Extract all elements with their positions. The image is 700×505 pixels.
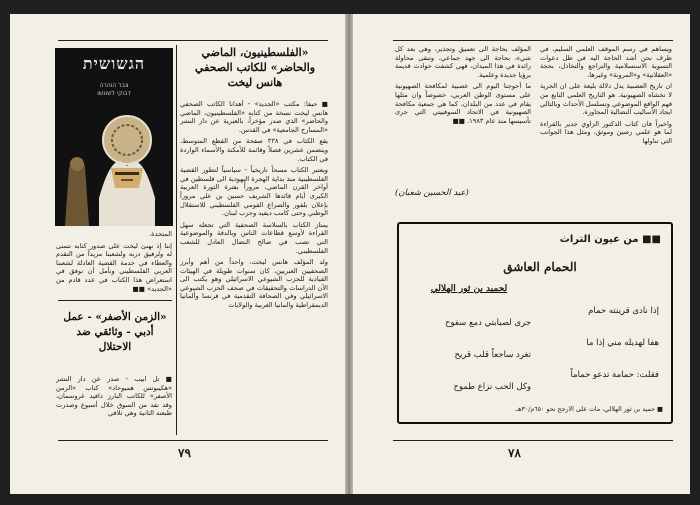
cover-illustration xyxy=(55,48,173,226)
poem-hemistich: إذا نادى قرينته حمام xyxy=(588,306,659,316)
poem-hemistich: فقلت: حمامة تدعو حماماً xyxy=(570,370,659,380)
article-paragraph: ان تاريخ العصبية يدل دلالة بليغة على ان الحرية لا تخشاه الصهيونية. هو التاريخ العلمي التابع من فهم الواقع الموضوعي وتسلسل الأحداث وبالتالي ايجاد الأساليب النضالية المجاورة. xyxy=(540,82,672,117)
poem-hemistich: هفا لهديله مني إذا ما xyxy=(586,338,659,348)
review2-column xyxy=(56,375,172,435)
review1-paragraph: المتحدة. xyxy=(149,230,172,238)
review1-paragraph: إننا إذ نهنئ ليخت على صدور كتابه نتمنى له ولرفيق دربه ولشعبنا مزيداً من التقدم والعطاء في خدمة القضية العادلة لشعبنا العربي الفلسطيني ونأمل أن نوفق في استعراض هذا الكتاب في عدد قادم من «الجديد» ■■ xyxy=(56,241,172,293)
page-number-left: ٧٩ xyxy=(178,446,191,460)
article-paragraph: واخيراً فان كتاب الدكتور الزاوي جدير بالقراءة لما هو علمي رصين وموثق، ومثل هذا الجوانب التي تناولها xyxy=(540,119,672,145)
poet-name: لحميد بن ثور الهلالي xyxy=(430,284,508,294)
article-paragraph: المؤلف بحاجة الى تعميق وتجذير، وهي بعد كل شيء، بحاجة الى جهد جماعي، وتبقى محاولة رائدة في هذا الميدان، فهي كشفت حوادث قديمة برؤيا جديدة وعلمية. xyxy=(395,45,531,79)
cover-subtitle: צבר הוהרה דבוקי לשונשו xyxy=(97,82,131,97)
poem-title: الحمام العاشق xyxy=(503,260,577,274)
article-paragraph: ما أحوجنا اليوم الى عصبية لمكافحة الصهيونية على مستوى الوطن العربي، خصوصاً وان مثلها يقام في عدد من البلدان، كما هي جمعية مكافحة الصهيونية في الاتحاد السوفييتي التي جرى تأسيسها منذ عام ١٩٨٣. ■■ xyxy=(395,82,531,125)
poem-hemistich: تغرد ساجعاً قلب قريح xyxy=(454,350,531,360)
review1-paragraph: ولد المؤلف هانس ليخت، واحداً من أهم وأبرز الصحفيين العبريين، كان سنوات طويلة في الهيئات القيادية للحزب الشيوعي الاسرائيلي وهو يكتب الى الآن الدراسات والتحقيقات في صحف الحزب الشيوعي الاسرائيلي وفي الصحافة التقدمية في فرنسا وألمانيا الديمقراطية والمانيا الغربية والولايات xyxy=(180,258,328,310)
author-signature: (عبد الحسين شعبان) xyxy=(395,188,469,198)
review1-column-right xyxy=(180,100,328,445)
review1-title: «الفلسطينيون، الماضي والحاضر» للكاتب الصحفي هانس ليخت xyxy=(194,46,316,89)
review1-paragraph: يقع الكتاب في ٣٣٨ صفحة من القطع المتوسط، ويتضمن عشرين فصلاً وقائمة للأمكنة والأسماء الواردة في الكتاب. xyxy=(180,137,328,163)
bottom-rule-right xyxy=(393,440,673,441)
bottom-rule-left xyxy=(58,440,328,441)
poem-footnote: ■ حميد بن ثور الهلالي، مات على الارجح نحو ٦٥٠م/٣٠هـ. xyxy=(514,406,663,413)
heritage-box xyxy=(397,222,673,424)
poem-hemistich: وكل الحب نزاع طموح xyxy=(453,382,531,392)
article-column-right xyxy=(540,45,672,215)
article-paragraph: ويساهم في رسم الموقف العلمي السليم، في ظرف نحن أشد الحاجة اليه في ظل دعوات التسوية الاستسلامية والتراجع والتخاذل، بحجة «العقلانية» و«المرونة» وغيرها. xyxy=(540,45,672,79)
section-rule xyxy=(58,300,172,301)
heritage-header: ■■ من عيون التراث xyxy=(559,234,661,245)
article-column-left xyxy=(395,45,531,185)
top-rule-left xyxy=(58,40,328,41)
poem-hemistich: جرى لصبابتي دمع سفوح xyxy=(445,318,531,328)
top-rule-right xyxy=(393,40,673,41)
review2-title: «الزمن الأصفر» - عمل أدبي - وثائقي ضد الاحتلال xyxy=(63,311,167,353)
review1-paragraph: ■ حيفا: مكتب «الجديد» - أهدانا الكاتب الصحفي هانس ليخت نسخة من كتابه «الفلسطينيون، الماضي والحاضر» الذي صدر مؤخراً، بالعبرية عن دار النشر «المسارح الجامعية» في القدس. xyxy=(180,100,328,134)
book-cover-image xyxy=(55,48,173,226)
column-divider xyxy=(176,45,177,435)
cover-title: הגשושית xyxy=(82,54,146,73)
review1-paragraph: يمتاز الكتاب بالسلاسة الصحفية التي تجعله سهل القراءة لأوسع قطاعات الناس وبالدقة والموضوعية التي تصب في صالح النضال العادل للشعب الفلسطيني. xyxy=(180,220,328,255)
review1-paragraph: ويعتبر الكتاب مسحاً تاريخياً - سياسياً لتطور القضية الفلسطينية منذ بداية الهجرة اليهودية الى فلسطين في أواخر القرن الماضي، مروراً بفترة الثورة العربية الكبرى أيام قائدها الشريف حسين بن علي مروراً بإعلان بلفور والصراع القومي الفلسطيني للاستقلال الوطني وحتى كامب ديفيد وحرب لبنان. xyxy=(180,166,328,218)
book-gutter xyxy=(345,14,353,494)
review2-paragraph: ■ تل ابيب - صدر عن دار النشر «هكيبوتس هميوحاد» كتاب «الزمن الأصفر» للكاتب البارز دافيد غروسمان، وقد نفد من السوق خلال أسبوع وصدرت طبعته الثانية وهي تلاقي xyxy=(56,375,172,418)
page-number-right: ٧٨ xyxy=(508,446,521,460)
review1-column-left xyxy=(56,230,172,298)
